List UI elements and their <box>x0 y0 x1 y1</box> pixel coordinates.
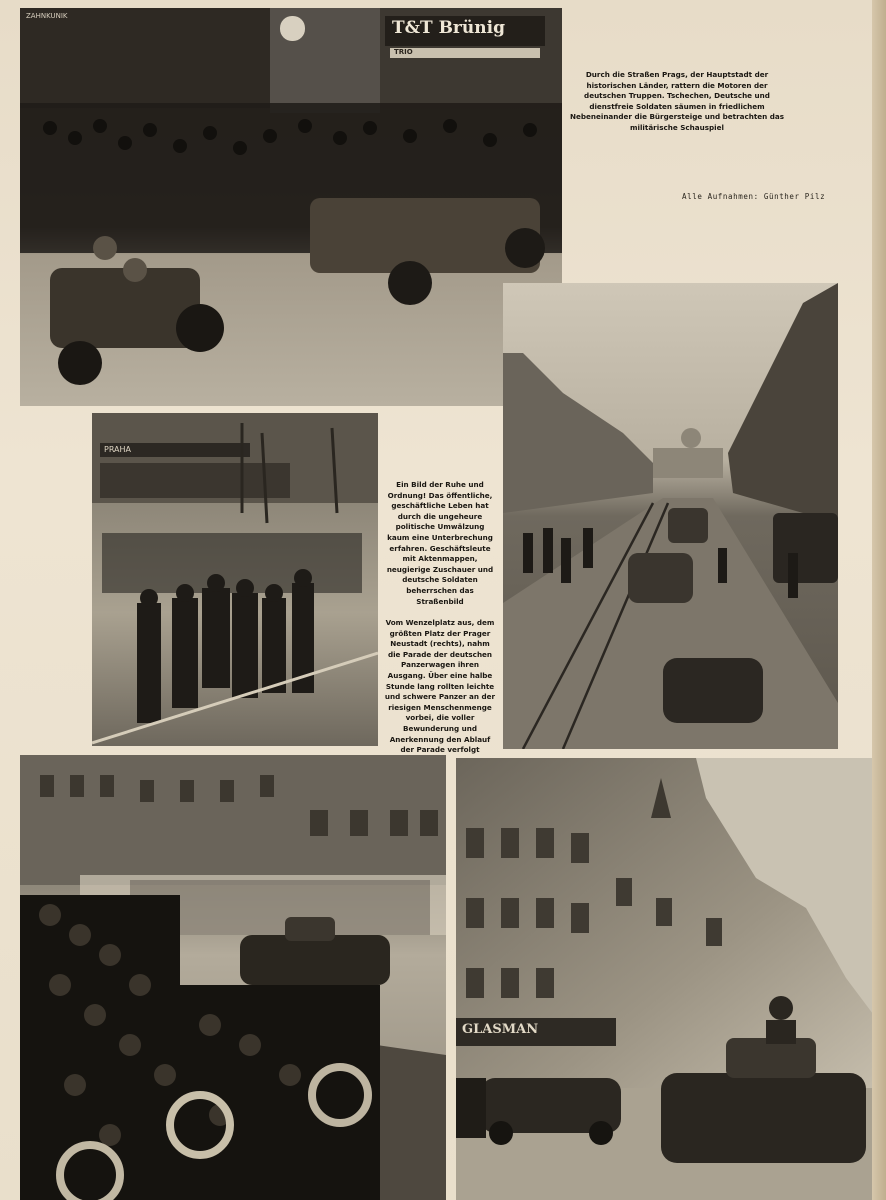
shop-sign-left: ZAHNKUNIK <box>26 12 68 20</box>
page-edge <box>872 0 886 1200</box>
caption-wenzelplatz: Vom Wenzelplatz aus, dem größten Platz der Prager Neustadt (rechts), nahm die Parade der deutschen Panzerwagen ihren Ausgang. Über eine halbe Stunde lang rollten leichte und schwere Panzer an der riesigen Menschenmenge vorbei, die voller Bewunderung und Anerkennung den Ablauf der Parade verfolgt <box>384 618 496 755</box>
caption-calm-order: Ein Bild der Ruhe und Ordnung! Das öffentliche, geschäftliche Leben hat durch die ungeheure politische Umwälzung kaum eine Unterbrechung erfahren. Geschäftsleute mit Aktenmappen, neugierige Zuschauer und deutsche Soldaten beherrschen das Straßenbild <box>386 480 494 606</box>
caption-prague-streets: Durch die Straßen Prags, der Hauptstadt der historischen Länder, rattern die Motoren der deutschen Truppen. Tschechen, Deutsche und dienstfreie Soldaten säumen in friedlichem Nebeneinander die Bürgersteige und betrachten das militärische Schauspiel <box>569 70 785 132</box>
shop-sign-praha: PRAHA <box>104 445 132 454</box>
photo-wenceslas-square <box>503 283 838 749</box>
photo-credit: Alle Aufnahmen: Günther Pilz <box>682 192 826 201</box>
shop-sign-sub: TRIO <box>394 48 413 56</box>
shop-sign-main: T&T Brünig <box>392 18 505 38</box>
photo-street-crowd <box>92 413 378 746</box>
photo-tank-avenue <box>456 758 876 1200</box>
shop-sign-glasman: GLASMAN <box>462 1022 539 1037</box>
photo-band-tank <box>20 755 446 1200</box>
photo-motorcycle-crowd <box>20 8 562 406</box>
